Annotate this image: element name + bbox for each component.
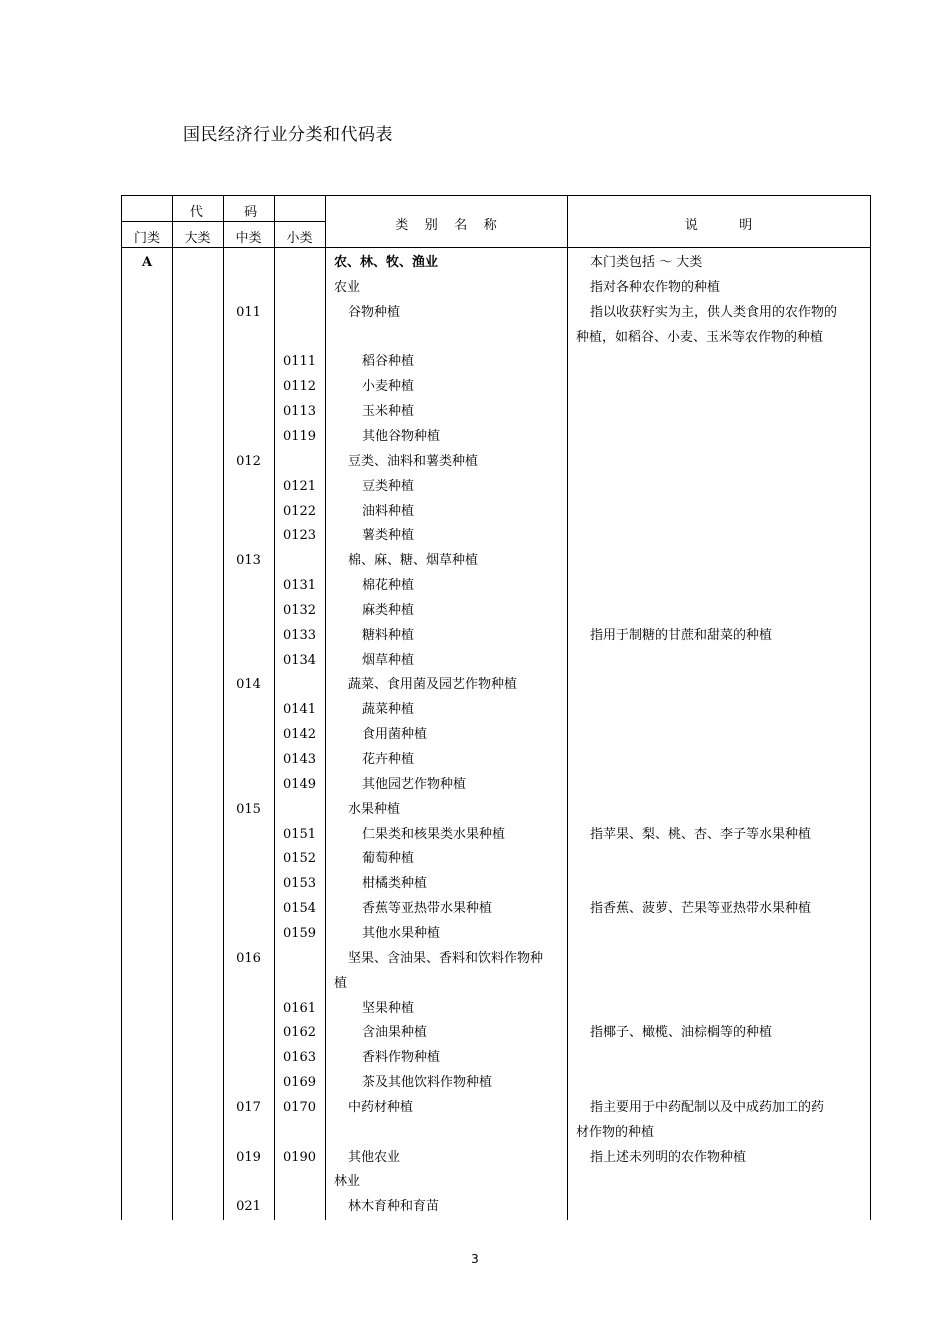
table-row xyxy=(122,301,870,325)
cell-zhong: 021 xyxy=(236,1199,261,1215)
cell-name: 农、林、牧、渔业 xyxy=(334,255,439,270)
table-row xyxy=(122,1170,870,1194)
cell-xiao: 0123 xyxy=(282,528,317,544)
cell-xiao: 0152 xyxy=(282,851,317,867)
cell-name: 植 xyxy=(334,975,348,991)
cell-name: 柑橘类种植 xyxy=(362,876,428,892)
cell-desc: 材作物的种植 xyxy=(576,1124,655,1140)
cell-desc: 指以收获籽实为主，供人类食用的农作物的 xyxy=(590,304,838,320)
cell-xiao: 0151 xyxy=(282,826,317,842)
cell-name: 水果种植 xyxy=(348,801,401,817)
cell-men: A xyxy=(141,255,153,270)
cell-name: 薯类种植 xyxy=(362,528,415,544)
table-row xyxy=(122,1121,870,1145)
header-code-group: 代 码 xyxy=(189,205,258,220)
cell-name: 中药材种植 xyxy=(348,1099,414,1115)
page-title: 国民经济行业分类和代码表 xyxy=(183,125,393,145)
cell-xiao: 0170 xyxy=(282,1099,317,1115)
cell-name: 其他农业 xyxy=(348,1149,401,1165)
table-row xyxy=(122,1146,870,1170)
cell-zhong: 013 xyxy=(236,553,261,569)
cell-xiao: 0162 xyxy=(282,1025,317,1041)
table-row xyxy=(122,1021,870,1045)
cell-xiao: 0153 xyxy=(282,876,317,892)
cell-xiao: 0142 xyxy=(282,727,317,743)
table-row xyxy=(122,425,870,449)
table-row xyxy=(122,649,870,673)
header-name: 类 别 名 称 xyxy=(395,218,497,233)
cell-name: 其他水果种植 xyxy=(362,925,441,941)
cell-name: 棉、麻、糖、烟草种植 xyxy=(348,553,479,569)
cell-xiao: 0119 xyxy=(282,428,317,444)
cell-name: 坚果种植 xyxy=(362,1000,415,1016)
table-row xyxy=(122,475,870,499)
table-row xyxy=(122,1096,870,1120)
cell-name: 其他谷物种植 xyxy=(362,428,441,444)
cell-name: 其他园艺作物种植 xyxy=(362,776,467,792)
table-row xyxy=(122,773,870,797)
table-row xyxy=(122,375,870,399)
cell-xiao: 0143 xyxy=(282,752,317,767)
cell-name: 豆类种植 xyxy=(362,478,415,494)
cell-name: 食用菌种植 xyxy=(362,727,428,743)
cell-name: 仁果类和核果类水果种植 xyxy=(362,826,506,842)
cell-desc: 指椰子、橄榄、油棕榈等的种植 xyxy=(590,1025,773,1041)
table-row xyxy=(122,698,870,722)
cell-name: 茶及其他饮料作物种植 xyxy=(362,1075,493,1091)
cell-name: 含油果种植 xyxy=(362,1025,428,1041)
cell-xiao: 0149 xyxy=(282,776,317,792)
cell-name: 蔬菜种植 xyxy=(362,702,415,718)
cell-name: 林木育种和育苗 xyxy=(348,1199,440,1215)
cell-desc: 指香蕉、菠萝、芒果等亚热带水果种植 xyxy=(590,901,812,917)
table-row xyxy=(122,574,870,598)
header-desc: 说 明 xyxy=(684,218,753,233)
cell-name: 糖料种植 xyxy=(362,627,415,643)
cell-name: 玉米种植 xyxy=(362,404,415,420)
table-row xyxy=(122,326,870,350)
table-row xyxy=(122,524,870,548)
cell-desc: 指对各种农作物的种植 xyxy=(590,279,721,295)
page-number: 3 xyxy=(471,1252,479,1266)
cell-xiao: 0113 xyxy=(282,404,317,420)
cell-name: 烟草种植 xyxy=(362,652,415,668)
cell-xiao: 0131 xyxy=(282,578,317,594)
table-row xyxy=(122,922,870,946)
table-row xyxy=(122,872,870,896)
cell-zhong: 017 xyxy=(236,1099,261,1115)
table-row xyxy=(122,748,870,772)
cell-name: 谷物种植 xyxy=(348,304,401,320)
cell-zhong: 016 xyxy=(236,950,261,966)
cell-xiao: 0141 xyxy=(282,702,317,718)
table-row xyxy=(122,997,870,1021)
table-row xyxy=(122,500,870,524)
table-row xyxy=(122,1071,870,1095)
cell-zhong: 015 xyxy=(236,801,261,817)
header-divider xyxy=(122,221,325,222)
cell-xiao: 0163 xyxy=(282,1050,317,1066)
header-men: 门类 xyxy=(133,231,160,246)
table-row xyxy=(122,276,870,300)
cell-xiao: 0161 xyxy=(282,1000,317,1016)
cell-xiao: 0154 xyxy=(282,901,317,917)
table-row xyxy=(122,1046,870,1070)
cell-name: 坚果、含油果、香料和饮料作物种 xyxy=(348,950,544,966)
cell-xiao: 0112 xyxy=(282,379,317,395)
cell-desc: 指用于制糖的甘蔗和甜菜的种植 xyxy=(590,627,773,643)
cell-desc: 指上述未列明的农作物种植 xyxy=(590,1149,747,1165)
cell-xiao: 0169 xyxy=(282,1075,317,1091)
cell-name: 花卉种植 xyxy=(362,752,415,767)
cell-name: 稻谷种植 xyxy=(362,354,415,370)
cell-zhong: 019 xyxy=(236,1149,261,1165)
table-row xyxy=(122,1195,870,1219)
cell-zhong: 014 xyxy=(236,677,261,693)
header-bottom-border xyxy=(122,247,870,248)
cell-name: 油料种植 xyxy=(362,503,415,519)
cell-zhong: 011 xyxy=(236,304,261,320)
table-row xyxy=(122,723,870,747)
cell-name: 香蕉等亚热带水果种植 xyxy=(362,901,493,917)
cell-desc: 指主要用于中药配制以及中成药加工的药 xyxy=(590,1099,825,1115)
table-row xyxy=(122,599,870,623)
industry-code-table xyxy=(121,195,871,1220)
cell-xiao: 0134 xyxy=(282,652,317,668)
cell-name: 小麦种植 xyxy=(362,379,415,395)
table-row xyxy=(122,350,870,374)
cell-xiao: 0132 xyxy=(282,602,317,618)
header-zhong: 中类 xyxy=(235,231,262,246)
cell-name: 香料作物种植 xyxy=(362,1050,441,1066)
table-row xyxy=(122,400,870,424)
table-row xyxy=(122,847,870,871)
table-row xyxy=(122,947,870,971)
cell-xiao: 0121 xyxy=(282,478,317,494)
cell-name: 麻类种植 xyxy=(362,602,415,618)
cell-desc: 本门类包括 ～ 大类 xyxy=(590,255,703,270)
cell-name: 林业 xyxy=(334,1174,361,1190)
cell-xiao: 0159 xyxy=(282,925,317,941)
table-row xyxy=(122,624,870,648)
cell-name: 豆类、油料和薯类种植 xyxy=(348,453,479,469)
cell-zhong: 012 xyxy=(236,453,261,469)
cell-name: 棉花种植 xyxy=(362,578,415,594)
table-row xyxy=(122,972,870,996)
table-row xyxy=(122,673,870,697)
header-xiao: 小类 xyxy=(286,231,313,246)
cell-desc: 指苹果、梨、桃、杏、李子等水果种植 xyxy=(590,826,812,842)
header-da: 大类 xyxy=(184,231,211,246)
cell-name: 农业 xyxy=(334,279,361,295)
cell-desc: 种植，如稻谷、小麦、玉米等农作物的种植 xyxy=(576,329,824,345)
cell-xiao: 0133 xyxy=(282,627,317,643)
table-row xyxy=(122,823,870,847)
cell-xiao: 0122 xyxy=(282,503,317,519)
cell-name: 蔬菜、食用菌及园艺作物种植 xyxy=(348,677,518,693)
table-row xyxy=(122,549,870,573)
table-row xyxy=(122,798,870,822)
cell-xiao: 0111 xyxy=(282,354,317,370)
cell-name: 葡萄种植 xyxy=(362,851,415,867)
table-row xyxy=(122,450,870,474)
table-row xyxy=(122,251,870,275)
cell-xiao: 0190 xyxy=(282,1149,317,1165)
table-row xyxy=(122,897,870,921)
